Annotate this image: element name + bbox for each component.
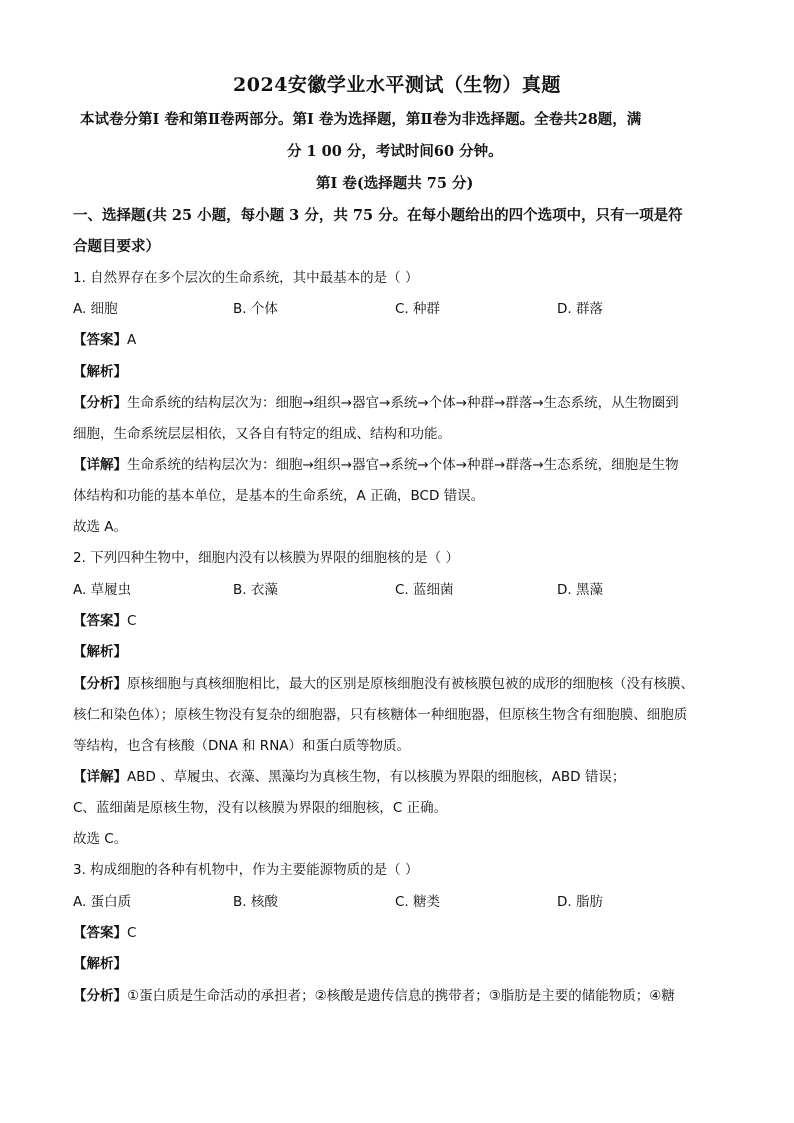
q1-answer [73,328,136,348]
question-3-stem: 3. 构成细胞的各种有机物中，作为主要能源物质的是（ ） [73,862,419,878]
q3-option-b: B. 核酸 [233,894,278,910]
answer-value: A [127,332,137,348]
fenxi-tag: 【分析】 [73,676,127,692]
q1-analysis-tag: 【解析】 [73,364,127,380]
q2-answer [73,609,136,629]
q3-option-d: D. 脂肪 [557,894,603,910]
fenxi-tag: 【分析】 [73,988,127,1004]
answer-tag: 【答案】 [73,925,127,941]
q1-xiangjie-2: 体结构和功能的基本单位，是基本的生命系统，A 正确，BCD 错误。 [73,488,485,504]
q2-fenxi-3: 等结构，也含有核酸（DNA 和 RNA）和蛋白质等物质。 [73,738,411,754]
q1-option-c: C. 种群 [395,301,441,317]
question-1-stem: 1. 自然界存在多个层次的生命系统，其中最基本的是（ ） [73,270,419,286]
question-2-options [73,578,723,598]
question-2-stem: 2. 下列四种生物中，细胞内没有以核膜为界限的细胞核的是（ ） [73,550,459,566]
answer-tag: 【答案】 [73,613,127,629]
q2-fenxi-1 [73,672,694,692]
q2-option-b: B. 衣藻 [233,582,278,598]
fenxi-text: 原核细胞与真核细胞相比，最大的区别是原核细胞没有被核膜包被的成形的细胞核（没有核膜、 [127,676,694,692]
q2-conclusion: 故选 C。 [73,831,128,847]
section-heading-line-1: 一、选择题(共 25 小题，每小题 3 分，共 75 分。在每小题给出的四个选项中，只有一项是符 [73,207,683,224]
q3-analysis-tag: 【解析】 [73,956,127,972]
fenxi-text: ①蛋白质是生命活动的承担者；②核酸是遗传信息的携带者；③脂肪是主要的储能物质；④糖 [127,988,675,1004]
question-3-options [73,890,723,910]
q2-xiangjie-1 [73,765,625,785]
fenxi-text: 生命系统的结构层次为：细胞→组织→器官→系统→个体→种群→群落→生态系统，从生物圈到 [127,395,679,411]
q3-answer [73,921,136,941]
q1-option-d: D. 群落 [557,301,603,317]
q2-option-d: D. 黑藻 [557,582,603,598]
answer-value: C [127,925,137,941]
q1-fenxi-2: 细胞，生命系统层层相依，又各自有特定的组成、结构和功能。 [73,426,451,442]
q2-xiangjie-2: C、蓝细菌是原核生物，没有以核膜为界限的细胞核，C 正确。 [73,800,448,816]
q2-fenxi-2: 核仁和染色体）；原核生物没有复杂的细胞器，只有核糖体一种细胞器，但原核生物含有细胞膜、细胞质 [73,707,688,723]
xiangjie-text: 生命系统的结构层次为：细胞→组织→器官→系统→个体→种群→群落→生态系统，细胞是生物 [127,457,679,473]
page-title: 2024安徽学业水平测试（生物）真题 [233,74,561,96]
q1-fenxi-1 [73,391,679,411]
xiangjie-tag: 【详解】 [73,457,127,473]
q3-option-a: A. 蛋白质 [73,894,132,910]
volume-heading: 第Ⅰ 卷(选择题共 75 分) [316,175,474,192]
xiangjie-text: ABD 、草履虫、衣藻、黑藻均为真核生物，有以核膜为界限的细胞核，ABD 错误； [127,769,626,785]
fenxi-tag: 【分析】 [73,395,127,411]
intro-line-1: 本试卷分第Ⅰ 卷和第Ⅱ卷两部分。第Ⅰ 卷为选择题，第Ⅱ卷为非选择题。全卷共28题，满 [80,111,642,128]
q2-option-c: C. 蓝细菌 [395,582,454,598]
q1-option-b: B. 个体 [233,301,278,317]
q1-conclusion: 故选 A。 [73,519,128,535]
q3-fenxi-1 [73,984,675,1004]
answer-value: C [127,613,137,629]
q1-option-a: A. 细胞 [73,301,118,317]
q1-xiangjie-1 [73,453,679,473]
question-1-options [73,297,723,317]
q3-option-c: C. 糖类 [395,894,441,910]
intro-line-2: 分 1 00 分，考试时间60 分钟。 [287,143,503,160]
answer-tag: 【答案】 [73,332,127,348]
q2-analysis-tag: 【解析】 [73,644,127,660]
section-heading-line-2: 合题目要求） [73,238,160,255]
q2-option-a: A. 草履虫 [73,582,132,598]
xiangjie-tag: 【详解】 [73,769,127,785]
